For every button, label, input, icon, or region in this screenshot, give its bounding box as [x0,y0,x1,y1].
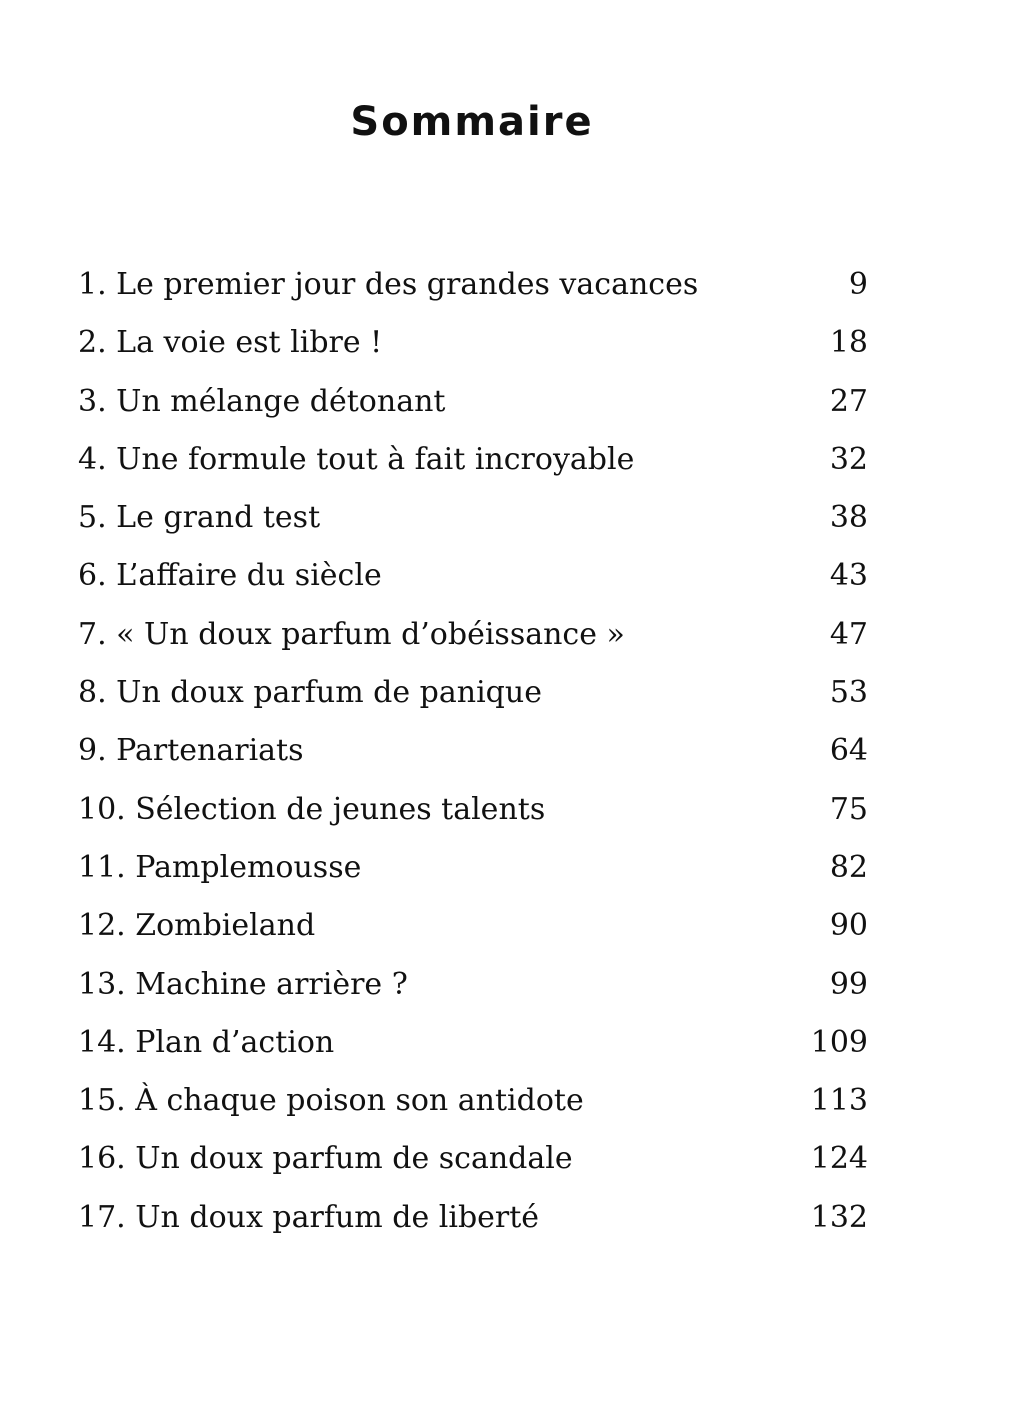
toc-entry-page: 43 [829,558,868,594]
toc-entry-page: 27 [829,383,868,419]
toc-entry-page: 109 [810,1024,868,1060]
table-of-contents [78,256,868,1247]
toc-entry [78,256,868,314]
toc-entry-label: 11. Pamplemousse [78,849,362,885]
toc-entry [78,547,868,605]
toc-entry-page: 113 [810,1083,868,1119]
toc-entry-label: 3. Un mélange détonant [78,383,446,419]
toc-entry-page: 38 [829,500,868,536]
toc-entry-page: 132 [810,1199,868,1235]
toc-entry [78,1072,868,1130]
toc-entry [78,781,868,839]
toc-entry-page: 47 [829,616,868,652]
toc-entry-page: 99 [829,966,868,1002]
toc-entry [78,956,868,1014]
toc-entry-page: 53 [829,675,868,711]
toc-entry [78,897,868,955]
toc-entry-label: 14. Plan d’action [78,1024,335,1060]
toc-entry-label: 8. Un doux parfum de panique [78,675,542,711]
toc-entry-page: 90 [829,908,868,944]
toc-entry-page: 82 [829,849,868,885]
toc-entry-page: 64 [829,733,868,769]
toc-entry-label: 1. Le premier jour des grandes vacances [78,267,699,302]
toc-entry [78,373,868,431]
toc-entry [78,314,868,372]
toc-entry-page: 18 [829,325,868,361]
toc-entry-page: 32 [829,441,868,477]
toc-entry-label: 15. À chaque poison son antidote [78,1083,584,1119]
toc-entry-page: 9 [848,267,868,302]
toc-entry [78,1014,868,1072]
page-title: Sommaire [350,99,594,145]
toc-entry [78,664,868,722]
toc-entry-label: 13. Machine arrière ? [78,966,408,1002]
toc-entry [78,431,868,489]
toc-entry-label: 17. Un doux parfum de liberté [78,1199,540,1235]
toc-entry-page: 75 [829,791,868,827]
toc-entry [78,489,868,547]
toc-entry-label: 12. Zombieland [78,908,316,944]
toc-entry-label: 16. Un doux parfum de scandale [78,1141,573,1177]
toc-entry [78,606,868,664]
toc-entry-label: 7. « Un doux parfum d’obéissance » [78,616,625,652]
toc-entry [78,1130,868,1188]
toc-entry-label: 10. Sélection de jeunes talents [78,791,546,827]
toc-entry [78,722,868,780]
toc-entry-label: 9. Partenariats [78,733,304,769]
toc-entry-label: 4. Une formule tout à fait incroyable [78,441,635,477]
toc-entry [78,839,868,897]
toc-entry [78,1189,868,1247]
toc-entry-label: 6. L’affaire du siècle [78,558,382,594]
toc-entry-label: 2. La voie est libre ! [78,325,383,361]
toc-entry-page: 124 [810,1141,868,1177]
toc-entry-label: 5. Le grand test [78,500,321,536]
